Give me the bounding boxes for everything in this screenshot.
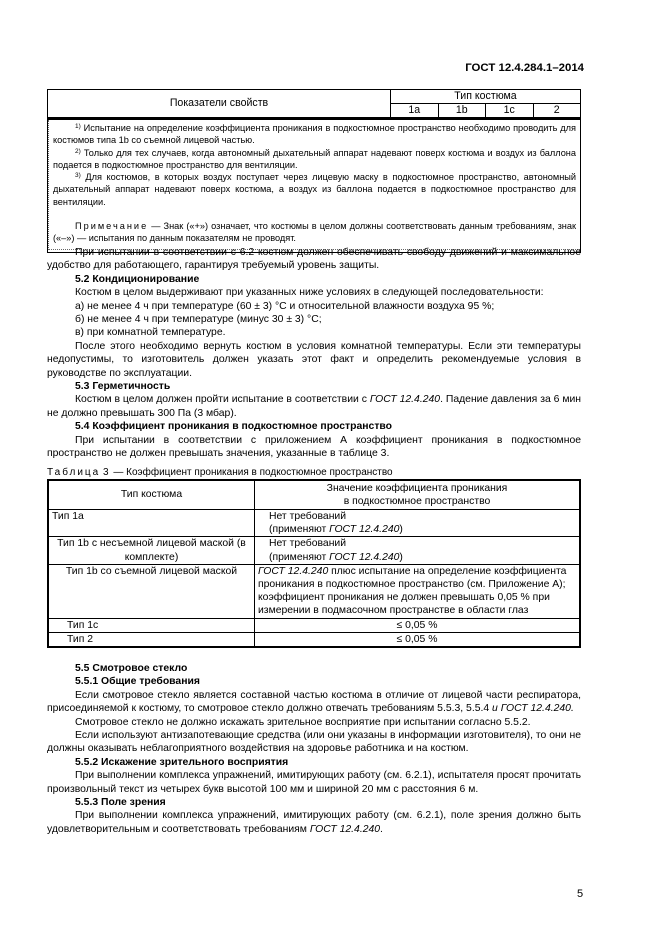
table-row <box>48 618 580 632</box>
section-5-2-to-5-4 <box>47 246 581 461</box>
footnote-2: $^{2)}$ Только для тех случаев, когда автономный дыхательный аппарат надевают поверх костюма и воздух из баллона подается в подкостюмное пространство для вентиляции. <box>53 147 576 170</box>
cell-value: Нет требований (применяют ГОСТ 12.4.240) <box>255 510 581 537</box>
cell-type: Тип 2 <box>48 632 255 647</box>
paragraph: После этого необходимо вернуть костюм в условия комнатной температуры. Если эти температуры недопустимы, то изготовитель должен указать этот факт и определить рекомендуемые условия в руководстве по эксплуатации. <box>47 340 581 379</box>
section-heading-5-5-2: 5.5.2 Искажение зрительного восприятия <box>75 756 289 768</box>
cell-type: Тип 1b с несъемной лицевой маской (в комплекте) <box>48 537 255 564</box>
list-item-a: а) не менее 4 ч при температуре (60 ± 3) °С и относительной влажности воздуха 95 %; <box>75 300 495 312</box>
section-heading-5-5: 5.5 Смотровое стекло <box>75 663 188 674</box>
column-group-suit-type <box>391 90 580 117</box>
table-header <box>48 90 580 120</box>
standard-reference: и ГОСТ 12.4.240. <box>492 703 574 715</box>
paragraph: Смотровое стекло не должно искажать зрительное восприятие при испытании согласно 5.5.2. <box>75 716 531 728</box>
cell-type: Тип 1c <box>48 618 255 632</box>
column-group-label: Тип костюма <box>391 90 580 104</box>
table-row <box>48 564 580 618</box>
column-header-properties: Показатели свойств <box>48 90 391 117</box>
column-header-type-2: 2 <box>553 104 560 116</box>
list-item-b: б) не менее 4 ч при температуре (минус 30 ± 3) °С; <box>75 314 322 326</box>
table-footnotes <box>48 120 580 250</box>
table-row <box>48 632 580 647</box>
paragraph: При выполнении комплекса упражнений, имитирующих работу (см. 6.2.1), испытателя просят прочитать произвольный текст из четырех букв высотой 100 мм и шириной 20 мм с расстояния 6 м. <box>47 770 581 795</box>
paragraph: При испытании в соответствии с 6.2 костюм должен обеспечивать свободу движений и максимальное удобство для работающего, гарантируя требуемый уровень защиты. <box>47 247 581 272</box>
footnote-1: $^{1)}$ Испытание на определение коэффициента проникания в подкостюмное пространство необходимо проводить для костюмов типа 1b со съемной лицевой частью. <box>53 123 577 146</box>
page-number: 5 <box>577 888 584 900</box>
cell-value: ≤ 0,05 % <box>255 632 581 647</box>
paragraph: При испытании в соответствии с приложением А коэффициент проникания в подкостюмное пространство не должен превышать значения, указанные в таблице 3. <box>47 434 581 460</box>
table-row <box>48 510 580 537</box>
properties-table-continuation <box>47 89 581 253</box>
column-header-value: Значение коэффициента проникания в подкостюмное пространство <box>255 480 581 510</box>
standard-reference: ГОСТ 12.4.240 <box>369 394 441 406</box>
footnote-3: $^{3)}$ Для костюмов, в которых воздух поступает через лицевую маску в подкостюмное пространство, автономный дыхательный аппарат надевают поверх костюма, а воздух из баллона подается в подкостюмное пространство для вентиляции. <box>53 172 576 207</box>
cell-type: Тип 1b со съемной лицевой маской <box>48 564 255 618</box>
paragraph: При выполнении комплекса упражнений, имитирующих работу (см. 6.2.1), поле зрения должно быть удовлетворительным и соответствовать требованиям ГОСТ 12.4.240. <box>47 810 581 835</box>
table-header-row <box>48 480 580 510</box>
table-3-penetration-coefficient <box>47 479 581 648</box>
section-heading-5-3: 5.3 Герметичность <box>75 381 171 393</box>
section-heading-5-5-3: 5.5.3 Поле зрения <box>75 797 166 809</box>
column-header-type-1b: 1b <box>439 104 487 117</box>
cell-value: Нет требований (применяют ГОСТ 12.4.240) <box>255 537 581 564</box>
table-3-caption: Таблица 3 — Коэффициент проникания в подкостюмное пространство <box>47 467 393 478</box>
paragraph: Костюм в целом выдерживают при указанных ниже условиях в следующей последовательности: <box>75 287 544 299</box>
cell-type: Тип 1a <box>48 510 255 537</box>
section-5-5 <box>47 662 581 836</box>
cell-value: ≤ 0,05 % <box>255 618 581 632</box>
document-id-header: ГОСТ 12.4.284.1–2014 <box>465 62 584 74</box>
column-header-type-1a: 1a <box>391 104 439 117</box>
paragraph: Если смотровое стекло является составной частью костюма в отличие от лицевой части респиратора, присоединяемой к костюму, то смотровое стекло должно отвечать требованиям 5.5.3, 5.5.4 и ГОСТ 12.4.240. <box>47 689 581 715</box>
list-item-c: в) при комнатной температуре. <box>75 327 226 339</box>
column-header-type-1c: 1c <box>486 104 534 117</box>
table-note: Примечание — Знак («+») означает, что костюмы в целом должны соответствовать данным требованиям, знак («–») — испытания по данным показателям не проводят. <box>53 221 576 244</box>
paragraph: Если используют антизапотевающие средства (или они указаны в информации изготовителя), то они не должны оказывать неблагоприятного воздействия на здоровье работника и на костюм. <box>47 730 581 755</box>
paragraph: Костюм в целом должен пройти испытание в соответствии с ГОСТ 12.4.240. Падение давления за 6 мин не должно превышать 300 Па (3 мбар). <box>47 394 582 419</box>
column-header-suit-type: Тип костюма <box>48 480 255 510</box>
section-heading-5-5-1: 5.5.1 Общие требования <box>75 676 200 688</box>
section-heading-5-4: 5.4 Коэффициент проникания в подкостюмное пространство <box>75 421 392 433</box>
section-heading-5-2: 5.2 Кондиционирование <box>75 273 200 285</box>
cell-value: ГОСТ 12.4.240 плюс испытание на определение коэффициента проникания в подкостюмное пространство (см. Приложение А); коэффициент проникания не должен превышать 0,05 % при измерении в подмасочном пространстве в области глаз <box>255 564 581 618</box>
table-row <box>48 537 580 564</box>
standard-reference: ГОСТ 12.4.240 <box>309 823 381 835</box>
